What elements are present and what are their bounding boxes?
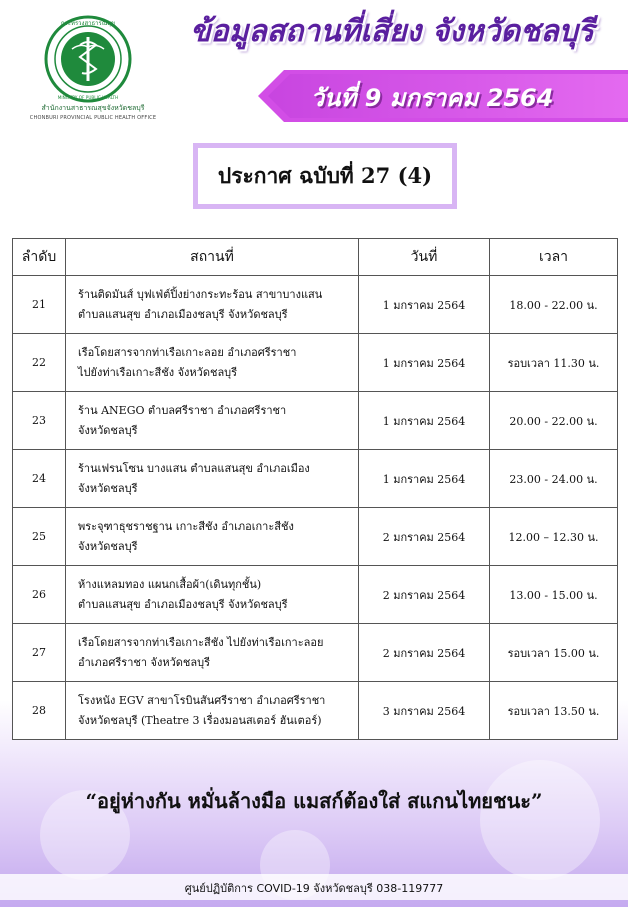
cell-no: 27	[13, 624, 66, 682]
table-row	[13, 624, 618, 682]
place-line-2: อำเภอศรีราชา จังหวัดชลบุรี	[78, 655, 210, 669]
announcement-text: ประกาศ ฉบับที่ 27 (4)	[217, 162, 433, 188]
place-line-1: พระจุฑาธุชราชฐาน เกาะสีชัง อำเภอเกาะสีชัง	[78, 519, 294, 533]
place-line-2: ไปยังท่าเรือเกาะสีชัง จังหวัดชลบุรี	[78, 365, 238, 379]
place-line-2: จังหวัดชลบุรี	[78, 539, 138, 553]
place-line-1: เรือโดยสารจากท่าเรือเกาะสีชัง ไปยังท่าเรือเกาะลอย	[78, 635, 324, 649]
cell-time: รอบเวลา 11.30 น.	[490, 334, 618, 392]
cell-place	[66, 682, 359, 740]
cell-time: รอบเวลา 13.50 น.	[490, 682, 618, 740]
place-line-1: เรือโดยสารจากท่าเรือเกาะลอย อำเภอศรีราชา	[78, 345, 297, 359]
cell-time: 23.00 - 24.00 น.	[490, 450, 618, 508]
cell-place	[66, 450, 359, 508]
cell-date: 3 มกราคม 2564	[359, 682, 490, 740]
cell-time: รอบเวลา 15.00 น.	[490, 624, 618, 682]
header-place: สถานที่	[66, 239, 359, 276]
cell-date: 1 มกราคม 2564	[359, 276, 490, 334]
cell-no: 26	[13, 566, 66, 624]
cell-place	[66, 508, 359, 566]
cell-date: 2 มกราคม 2564	[359, 566, 490, 624]
cell-no: 28	[13, 682, 66, 740]
logo-ring-text: กระทรวงสาธารณสุข	[60, 20, 116, 27]
ministry-logo	[44, 15, 132, 103]
office-name-english: CHONBURI PROVINCIAL PUBLIC HEALTH OFFICE	[29, 115, 157, 121]
cell-no: 22	[13, 334, 66, 392]
cell-time: 12.00 – 12.30 น.	[490, 508, 618, 566]
header-date: วันที่	[359, 239, 490, 276]
place-line-1: ห้างแหลมทอง แผนกเสื้อผ้า(เดินทุกชั้น)	[78, 577, 262, 591]
cell-date: 1 มกราคม 2564	[359, 450, 490, 508]
logo-ring-text-en: MINISTRY OF PUBLIC HEALTH	[57, 95, 119, 100]
table-row	[13, 566, 618, 624]
table-row	[13, 276, 618, 334]
cell-date: 1 มกราคม 2564	[359, 392, 490, 450]
place-line-2: จังหวัดชลบุรี (Theatre 3 เรื่องมอนสเตอร์ ฮันเตอร์)	[78, 713, 322, 727]
place-line-2: จังหวัดชลบุรี	[78, 481, 138, 495]
date-label: วันที่ 9 มกราคม 2564	[310, 84, 554, 112]
bokeh-circle	[480, 760, 600, 880]
place-line-1: ร้านติดมันส์ บุฟเฟ่ต์ปิ้งย่างกระทะร้อน สาขาบางแสน	[78, 287, 323, 301]
table-row	[13, 392, 618, 450]
header-no: ลำดับ	[13, 239, 66, 276]
cell-place	[66, 392, 359, 450]
slogan: “อยู่ห่างกัน หมั่นล้างมือ แมสก์ต้องใส่ สแกนไทยชนะ”	[85, 789, 543, 813]
cell-no: 23	[13, 392, 66, 450]
page-title: ข้อมูลสถานที่เสี่ยง จังหวัดชลบุรี	[190, 14, 594, 49]
cell-date: 1 มกราคม 2564	[359, 334, 490, 392]
cell-place	[66, 566, 359, 624]
place-line-2: ตำบลแสนสุข อำเภอเมืองชลบุรี จังหวัดชลบุรี	[78, 597, 288, 611]
cell-date: 2 มกราคม 2564	[359, 508, 490, 566]
cell-date: 2 มกราคม 2564	[359, 624, 490, 682]
table-header-row	[13, 239, 618, 276]
table-row	[13, 450, 618, 508]
header-time: เวลา	[490, 239, 618, 276]
risk-locations-table	[12, 238, 618, 740]
cell-time: 18.00 - 22.00 น.	[490, 276, 618, 334]
place-line-1: ร้านเฟรนโซน บางแสน ตำบลแสนสุข อำเภอเมือง	[78, 461, 310, 475]
table-row	[13, 682, 618, 740]
cell-place	[66, 276, 359, 334]
cell-place	[66, 624, 359, 682]
place-line-1: โรงหนัง EGV สาขาโรบินสันศรีราชา อำเภอศรีราชา	[78, 693, 326, 707]
announcement-box	[193, 143, 457, 209]
table-row	[13, 508, 618, 566]
cell-no: 21	[13, 276, 66, 334]
cell-no: 24	[13, 450, 66, 508]
cell-time: 13.00 - 15.00 น.	[490, 566, 618, 624]
place-line-1: ร้าน ANEGO ตำบลศรีราชา อำเภอศรีราชา	[78, 403, 287, 417]
cell-no: 25	[13, 508, 66, 566]
cell-place	[66, 334, 359, 392]
place-line-2: ตำบลแสนสุข อำเภอเมืองชลบุรี จังหวัดชลบุรี	[78, 307, 288, 321]
announcement-inner	[198, 148, 452, 204]
table-row	[13, 334, 618, 392]
office-name-thai: สำนักงานสาธารณสุขจังหวัดชลบุรี	[41, 104, 145, 112]
cell-time: 20.00 - 22.00 น.	[490, 392, 618, 450]
place-line-2: จังหวัดชลบุรี	[78, 423, 138, 437]
footer-contact: ศูนย์ปฏิบัติการ COVID-19 จังหวัดชลบุรี 038-119777	[184, 882, 444, 895]
